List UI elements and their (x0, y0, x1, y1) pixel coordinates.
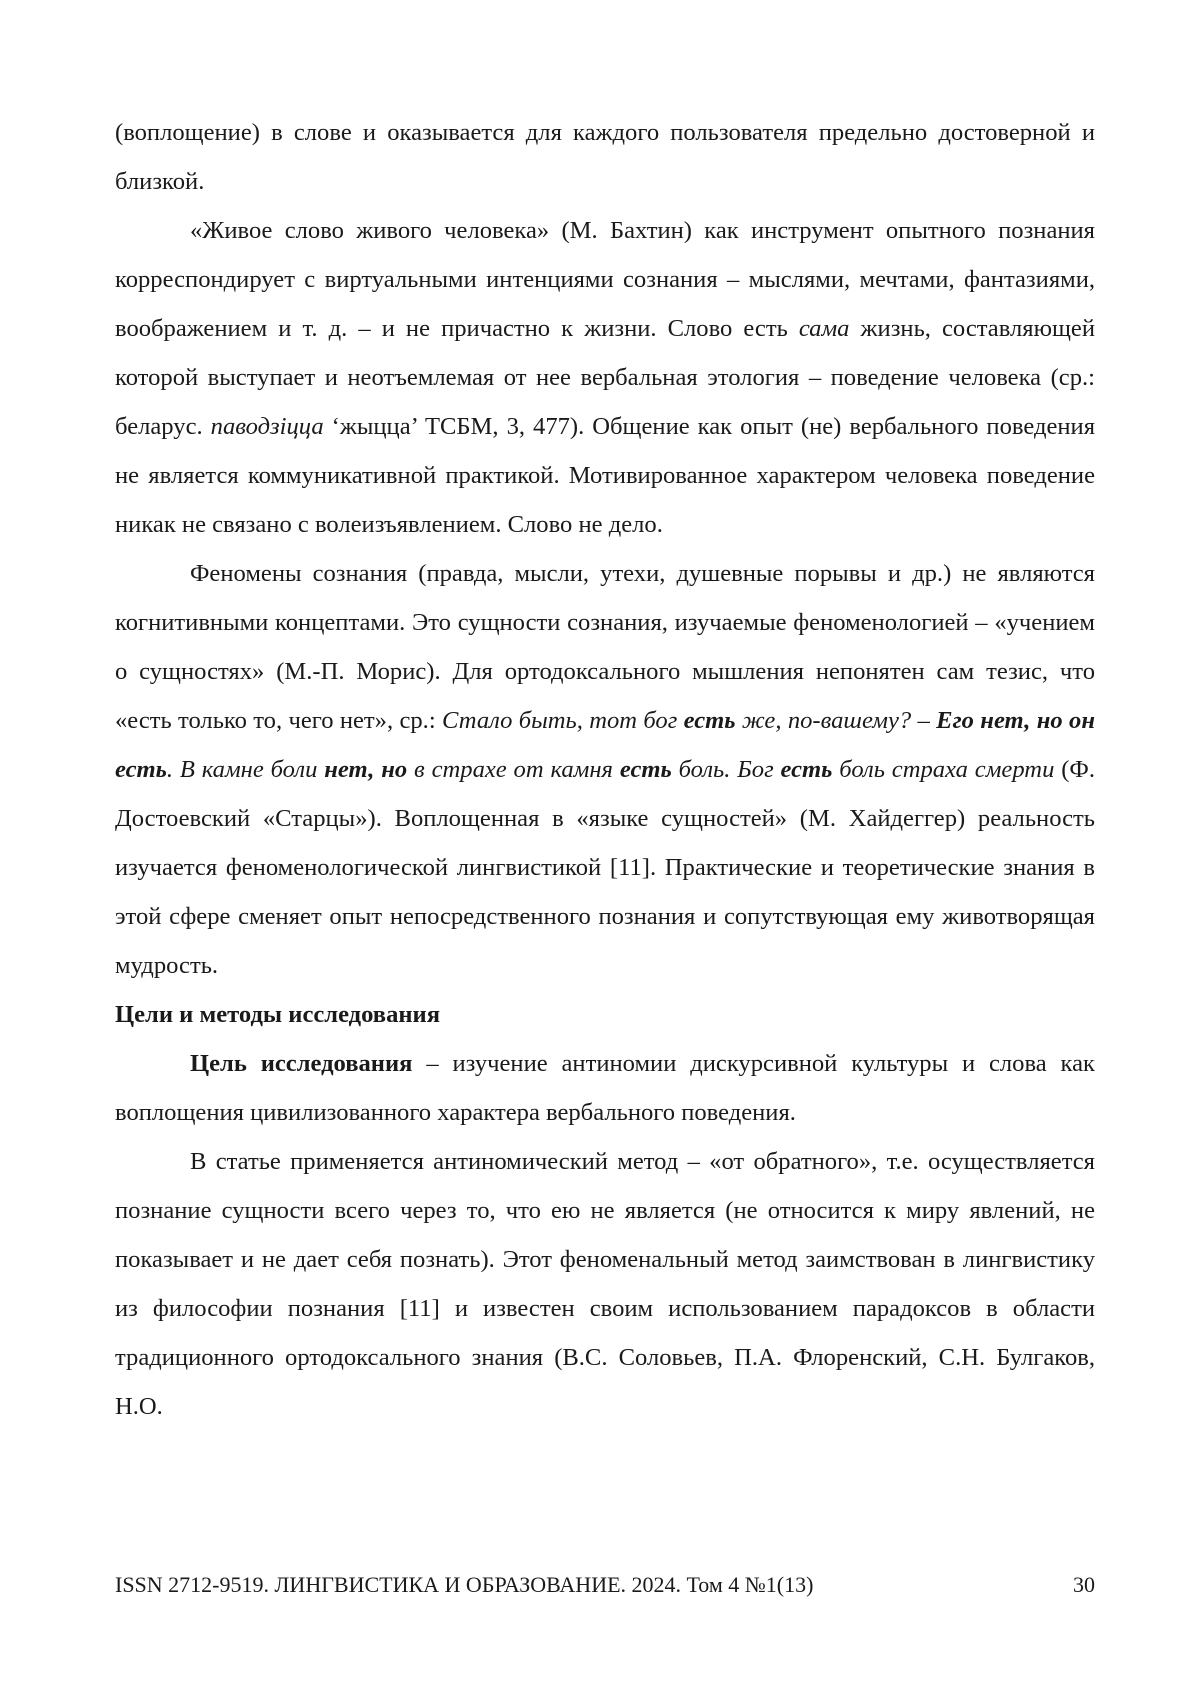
bold-italic-run: есть (620, 756, 672, 783)
italic-run: Стало быть, тот бог (442, 707, 684, 734)
document-page (0, 0, 1200, 1697)
paragraph-method (115, 1137, 1095, 1431)
italic-run: паводзіцца (211, 413, 324, 440)
paragraph-continuation (115, 108, 1095, 206)
italic-run: боль. Бог (672, 756, 781, 783)
text-run: «Живое слово живого человека» (М. Бахтин) как инструмент опытного познания корреспондирует с виртуальными интенциями сознания – мыслями, мечтами, фантазиями, воображением и т. д. – и не причастно к жизни. Слово есть (115, 217, 1095, 342)
italic-run: же, по-вашему? – (736, 707, 937, 734)
bold-italic-run: нет, но (324, 756, 407, 783)
text-run: (Ф. Достоевский «Старцы»). Воплощенная в «языке сущностей» (М. Хайдеггер) реальность изучается феноменологической лингвистикой [11]. Практические и теоретические знания в этой сфере сменяет опыт непосредственного познания и сопутствующая ему животворящая мудрость. (115, 756, 1095, 979)
text-run: – изучение антиномии дискурсивной культуры и слова как воплощения цивилизованного характера вербального поведения. (115, 1050, 1095, 1126)
italic-run: боль страха смерти (832, 756, 1054, 783)
italic-run: в страхе от камня (407, 756, 620, 783)
italic-run: сама (799, 315, 850, 342)
journal-citation: ISSN 2712-9519. ЛИНГВИСТИКА И ОБРАЗОВАНИЕ. 2024. Том 4 №1(13) (115, 1572, 813, 1598)
text-run: жизнь, составляющей которой выступает и неотъемлемая от нее вербальная этология – поведение человека (ср.: беларус. (115, 315, 1095, 440)
section-heading: Цели и методы исследования (115, 990, 1095, 1039)
page-footer (115, 1572, 1095, 1598)
italic-run: . В камне боли (167, 756, 324, 783)
bold-italic-run: есть (684, 707, 736, 734)
text-run: Феномены сознания (правда, мысли, утехи, душевные порывы и др.) не являются когнитивными концептами. Это сущности сознания, изучаемые феноменологией – «учением о сущностях» (М.-П. Морис). Для ортодоксального мышления непонятен сам тезис, что «есть только то, чего нет», ср.: (115, 560, 1095, 734)
paragraph-research-goal (115, 1039, 1095, 1137)
page-number: 30 (1073, 1572, 1095, 1598)
bold-italic-run: есть (781, 756, 833, 783)
bold-italic-run: Его нет, но он есть (115, 707, 1095, 783)
paragraph-phenomena (115, 549, 1095, 990)
bold-run: Цель исследования (190, 1050, 412, 1077)
text-run: В статье применяется антиномический метод – «от обратного», т.е. осуществляется познание сущности всего через то, что ею не является (не относится к миру явлений, не показывает и не дает себя познать). Этот феноменальный метод заимствован в лингвистику из философии познания [11] и известен своим использованием парадоксов в области традиционного ортодоксального знания (В.С. Соловьев, П.А. Флоренский, С.Н. Булгаков, Н.О. (115, 1148, 1095, 1420)
paragraph-living-word (115, 206, 1095, 549)
text-run: (воплощение) в слове и оказывается для каждого пользователя предельно достоверной и близкой. (115, 119, 1095, 195)
body-text (115, 108, 1095, 1431)
text-run: ‘жыцца’ ТСБМ, 3, 477). Общение как опыт (не) вербального поведения не является коммуникативной практикой. Мотивированное характером человека поведение никак не связано с волеизъявлением. Слово не дело. (115, 413, 1095, 538)
